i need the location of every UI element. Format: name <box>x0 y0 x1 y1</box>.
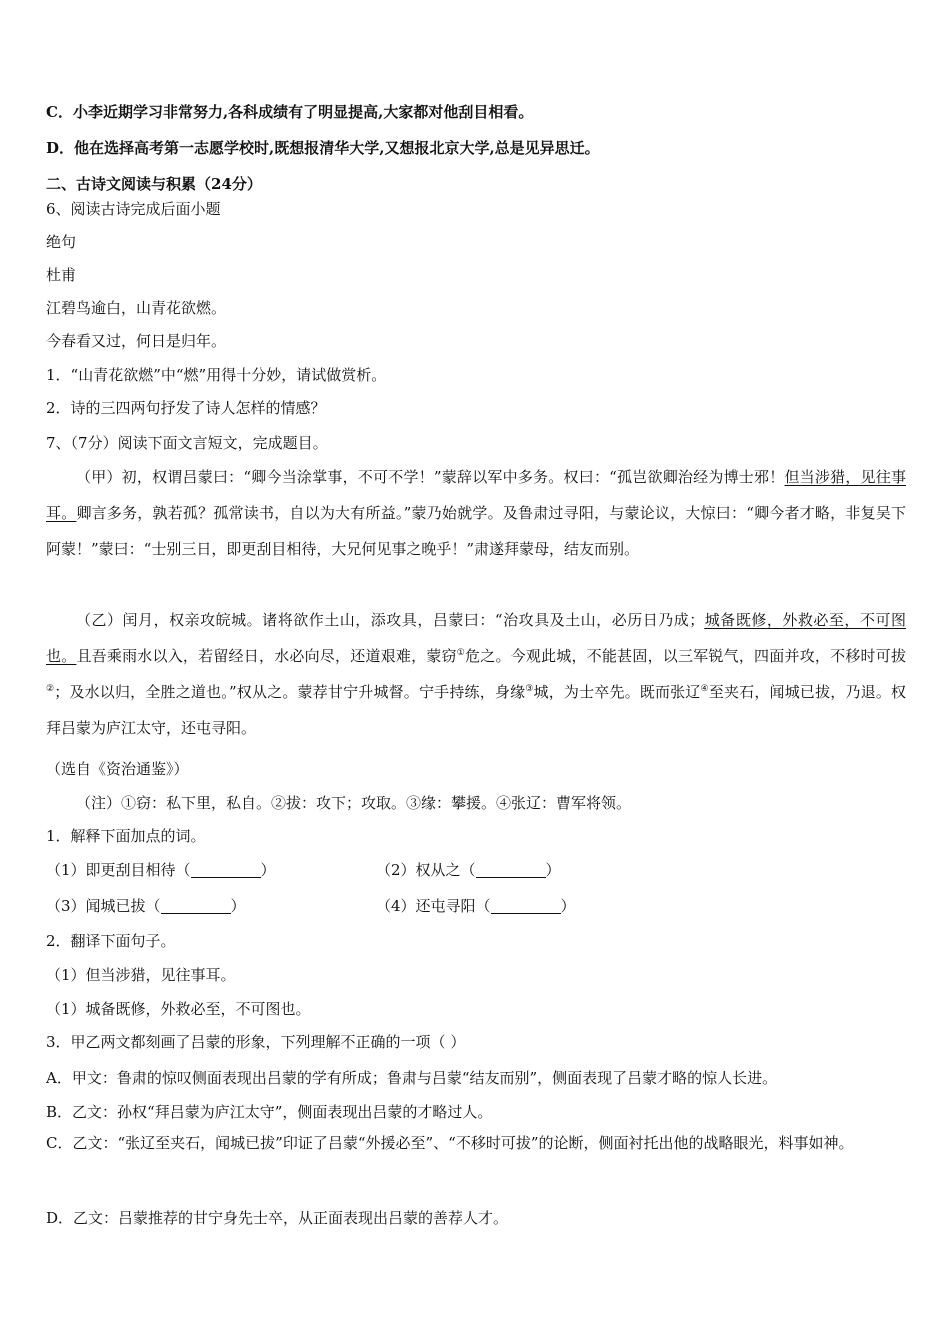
q6-stem: 6、阅读古诗完成后面小题 <box>46 200 221 218</box>
passage-jia-underlined: 但当涉猎，见往事耳。 <box>46 468 906 522</box>
translate-2: （1）城备既修，外救必至，不可图也。 <box>46 1000 311 1018</box>
answer-blank-4[interactable] <box>491 899 561 914</box>
passage-jia-part-a: （甲）初，权谓吕蒙曰：“卿今当涂掌事，不可不学！”蒙辞以军中多务。权曰：“孤岂欲卿治经为博士邪！ <box>76 468 785 486</box>
word-row-2 <box>46 896 906 916</box>
option-a: A．甲文：鲁肃的惊叹侧面表现出吕蒙的学有所成；鲁肃与吕蒙“结友而别”，侧面表现了吕蒙才略的惊人长进。 <box>46 1069 778 1087</box>
q7-sub-2: 2．翻译下面句子。 <box>46 932 176 950</box>
passage-yi-part-b: 且吾乘雨水以入，若留经日，水必向尽，还道艰难，蒙窃 <box>76 647 457 665</box>
word-2-wrap <box>376 860 561 880</box>
option-d-top: D．他在选择高考第一志愿学校时,既想报清华大学,又想报北京大学,总是见异思迁。 <box>46 139 600 157</box>
passage-yi <box>46 602 906 746</box>
word-3: （3）闻城已拔（ <box>46 897 161 915</box>
word-2: （2）权从之（ <box>376 861 476 879</box>
option-c: C．乙文：“张辽至夹石，闻城已拔”印证了吕蒙“外援必至”、“不移时可拔”的论断，侧面衬托出他的战略眼光，料事如神。 <box>46 1134 854 1152</box>
option-d: D．乙文：吕蒙推荐的甘宁身先士卒，从正面表现出吕蒙的善荐人才。 <box>46 1209 509 1227</box>
word-row-1 <box>46 860 906 880</box>
word-4-close: ） <box>560 897 576 915</box>
passage-yi-part-e: 城，为士卒先。既而张辽 <box>533 683 701 701</box>
option-b: B．乙文：孙权“拜吕蒙为庐江太守”，侧面表现出吕蒙的才略过人。 <box>46 1103 493 1121</box>
poem-line-1: 江碧鸟逾白，山青花欲燃。 <box>46 299 227 317</box>
note-marker-3: ③ <box>525 684 534 694</box>
passage-yi-underlined: 城备既修，外救必至，不可图也。 <box>46 611 906 665</box>
word-4: （4）还屯寻阳（ <box>376 897 491 915</box>
q7-sub-3: 3．甲乙两文都刻画了吕蒙的形象，下列理解不正确的一项（ ） <box>46 1033 466 1051</box>
passage-yi-part-f: 至夹石，闻城已拔，乃退。权拜吕蒙为庐江太守，还屯寻阳。 <box>46 683 906 737</box>
passage-notes: （注）①窃：私下里，私自。②拔：攻下；攻取。③缘：攀援。④张辽：曹军将领。 <box>76 794 632 812</box>
passage-yi-part-d: ；及水以归，全胜之道也。”权从之。蒙荐甘宁升城督。宁手持练，身缘 <box>54 683 526 701</box>
option-c-top: C．小李近期学习非常努力,各科成绩有了明显提高,大家都对他刮目相看。 <box>46 103 534 121</box>
note-marker-2: ② <box>46 684 55 694</box>
q7-stem: 7、（7分）阅读下面文言短文，完成题目。 <box>46 434 328 452</box>
answer-blank-1[interactable] <box>191 863 261 878</box>
q6-sub-1: 1．“山青花欲燃”中“燃”用得十分妙，请试做赏析。 <box>46 366 387 384</box>
answer-blank-3[interactable] <box>161 899 231 914</box>
word-4-wrap <box>376 896 576 916</box>
passage-jia <box>46 459 906 567</box>
word-2-close: ） <box>545 861 561 879</box>
passage-jia-part-b: 卿言多务，孰若孤？孤常读书，自以为大有所益。”蒙乃始就学。及鲁肃过寻阳，与蒙论议，大惊曰：“卿今者才略，非复吴下阿蒙！”蒙曰：“士别三日，即更刮目相待，大兄何见事之晚乎！”肃遂拜蒙母，结友而别。 <box>46 504 906 558</box>
passage-yi-part-a: （乙）闰月，权亲攻皖城。诸将欲作土山，添攻具，吕蒙曰：“治攻具及土山，必历日乃成； <box>76 611 705 629</box>
poem-author: 杜甫 <box>46 266 77 284</box>
poem-title: 绝句 <box>46 233 77 251</box>
word-3-close: ） <box>230 897 246 915</box>
q7-sub-1: 1．解释下面加点的词。 <box>46 827 206 845</box>
translate-1: （1）但当涉猎，见往事耳。 <box>46 966 236 984</box>
answer-blank-2[interactable] <box>476 863 546 878</box>
passage-yi-part-c: 危之。今观此城，不能甚固，以三军锐气，四面并攻，不移时可拔 <box>465 647 906 665</box>
word-1-close: ） <box>260 861 276 879</box>
note-marker-1: ① <box>456 648 466 658</box>
passage-source: （选自《资治通鉴》） <box>46 760 189 778</box>
note-marker-4: ④ <box>700 684 709 694</box>
q6-sub-2: 2．诗的三四两句抒发了诗人怎样的情感？ <box>46 399 326 417</box>
word-1: （1）即更刮目相待（ <box>46 861 191 879</box>
poem-line-2: 今春看又过，何日是归年。 <box>46 332 227 350</box>
section-title: 二、古诗文阅读与积累（24分） <box>46 175 262 193</box>
